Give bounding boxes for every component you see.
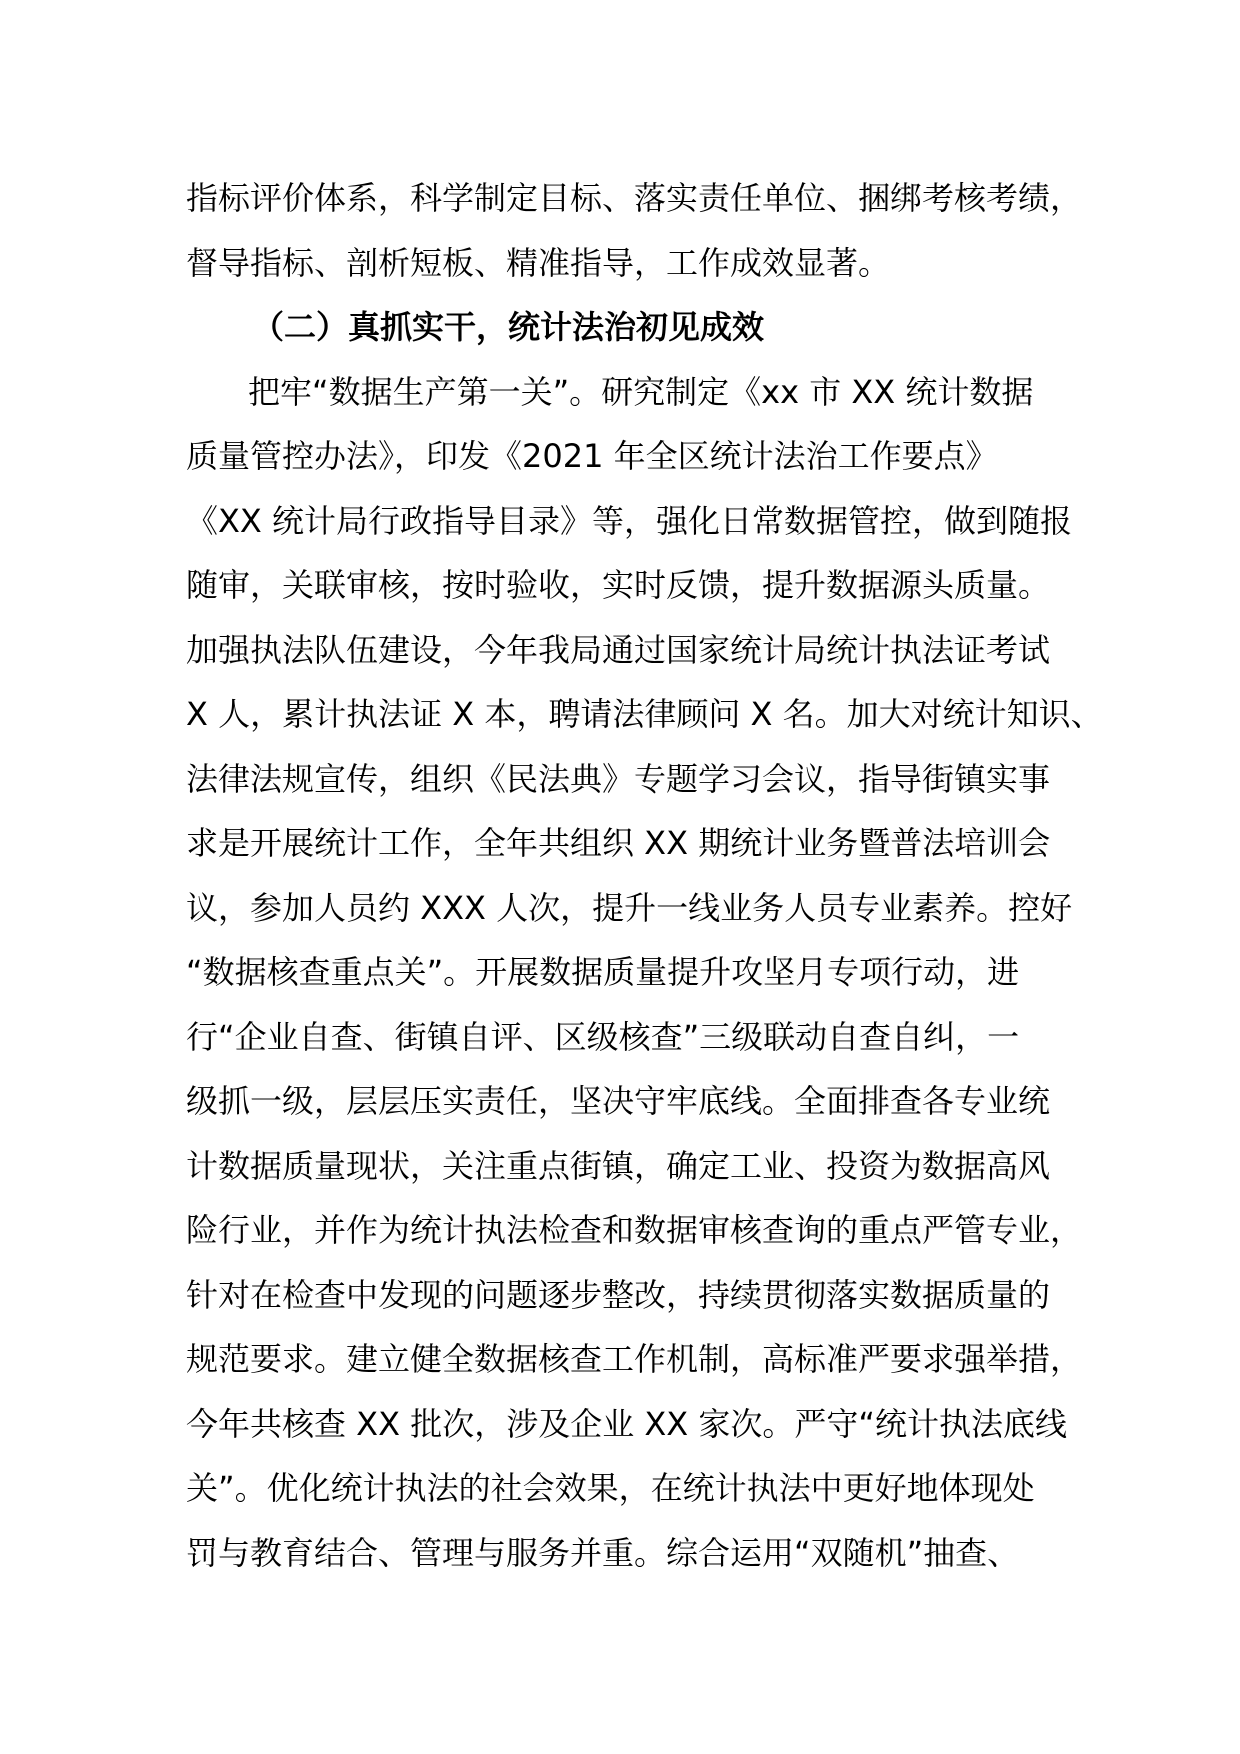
paragraph-line: “数据核查重点关”。开展数据质量提升攻坚月专项行动，进 bbox=[186, 953, 1020, 991]
paragraph-line: 针对在检查中发现的问题逐步整改，持续贯彻落实数据质量的 bbox=[186, 1275, 1051, 1314]
paragraph-line: 把牢“数据生产第一关”。研究制定《xx 市 XX 统计数据 bbox=[248, 372, 1034, 411]
paragraph-line: 级抓一级，层层压实责任，坚决守牢底线。全面排查各专业统 bbox=[186, 1082, 1051, 1120]
paragraph-line: 指标评价体系，科学制定目标、落实责任单位、捆绑考核考绩， bbox=[186, 179, 1083, 217]
paragraph-line: 加强执法队伍建设，今年我局通过国家统计局统计执法证考试 bbox=[186, 630, 1051, 669]
section-heading: （二）真抓实干，统计法治初见成效 bbox=[252, 308, 765, 346]
paragraph-line: 关”。优化统计执法的社会效果，在统计执法中更好地体现处 bbox=[186, 1469, 1035, 1507]
paragraph-line: 《XX 统计局行政指导目录》等，强化日常数据管控，做到随报 bbox=[186, 501, 1073, 540]
paragraph-line: 险行业，并作为统计执法检查和数据审核查询的重点严管专业， bbox=[186, 1211, 1083, 1249]
paragraph-line: X 人，累计执法证 X 本，聘请法律顾问 X 名。加大对统计知识、 bbox=[186, 695, 1103, 733]
paragraph-line: 法律法规宣传，组织《民法典》专题学习会议，指导街镇实事 bbox=[186, 759, 1051, 798]
paragraph-line: 今年共核查 XX 批次，涉及企业 XX 家次。严守“统计执法底线 bbox=[186, 1404, 1067, 1443]
paragraph-line: 规范要求。建立健全数据核查工作机制，高标准严要求强举措， bbox=[186, 1340, 1083, 1378]
paragraph-line: 质量管控办法》，印发《2021 年全区统计法治工作要点》 bbox=[186, 437, 998, 475]
paragraph-line: 随审，关联审核，按时验收，实时反馈，提升数据源头质量。 bbox=[186, 566, 1051, 604]
paragraph-line: 计数据质量现状，关注重点街镇，确定工业、投资为数据高风 bbox=[186, 1146, 1051, 1185]
paragraph-line: 议，参加人员约 XXX 人次，提升一线业务人员专业素养。控好 bbox=[186, 888, 1073, 927]
paragraph-line: 求是开展统计工作，全年共组织 XX 期统计业务暨普法培训会 bbox=[186, 824, 1051, 862]
paragraph-line: 行“企业自查、街镇自评、区级核查”三级联动自查自纠，一 bbox=[186, 1017, 1020, 1056]
paragraph-line: 督导指标、剖析短板、精准指导，工作成效显著。 bbox=[186, 243, 891, 282]
body-text bbox=[186, 166, 1103, 1585]
paragraph-line: 罚与教育结合、管理与服务并重。综合运用“双随机”抽查、 bbox=[186, 1533, 1020, 1572]
